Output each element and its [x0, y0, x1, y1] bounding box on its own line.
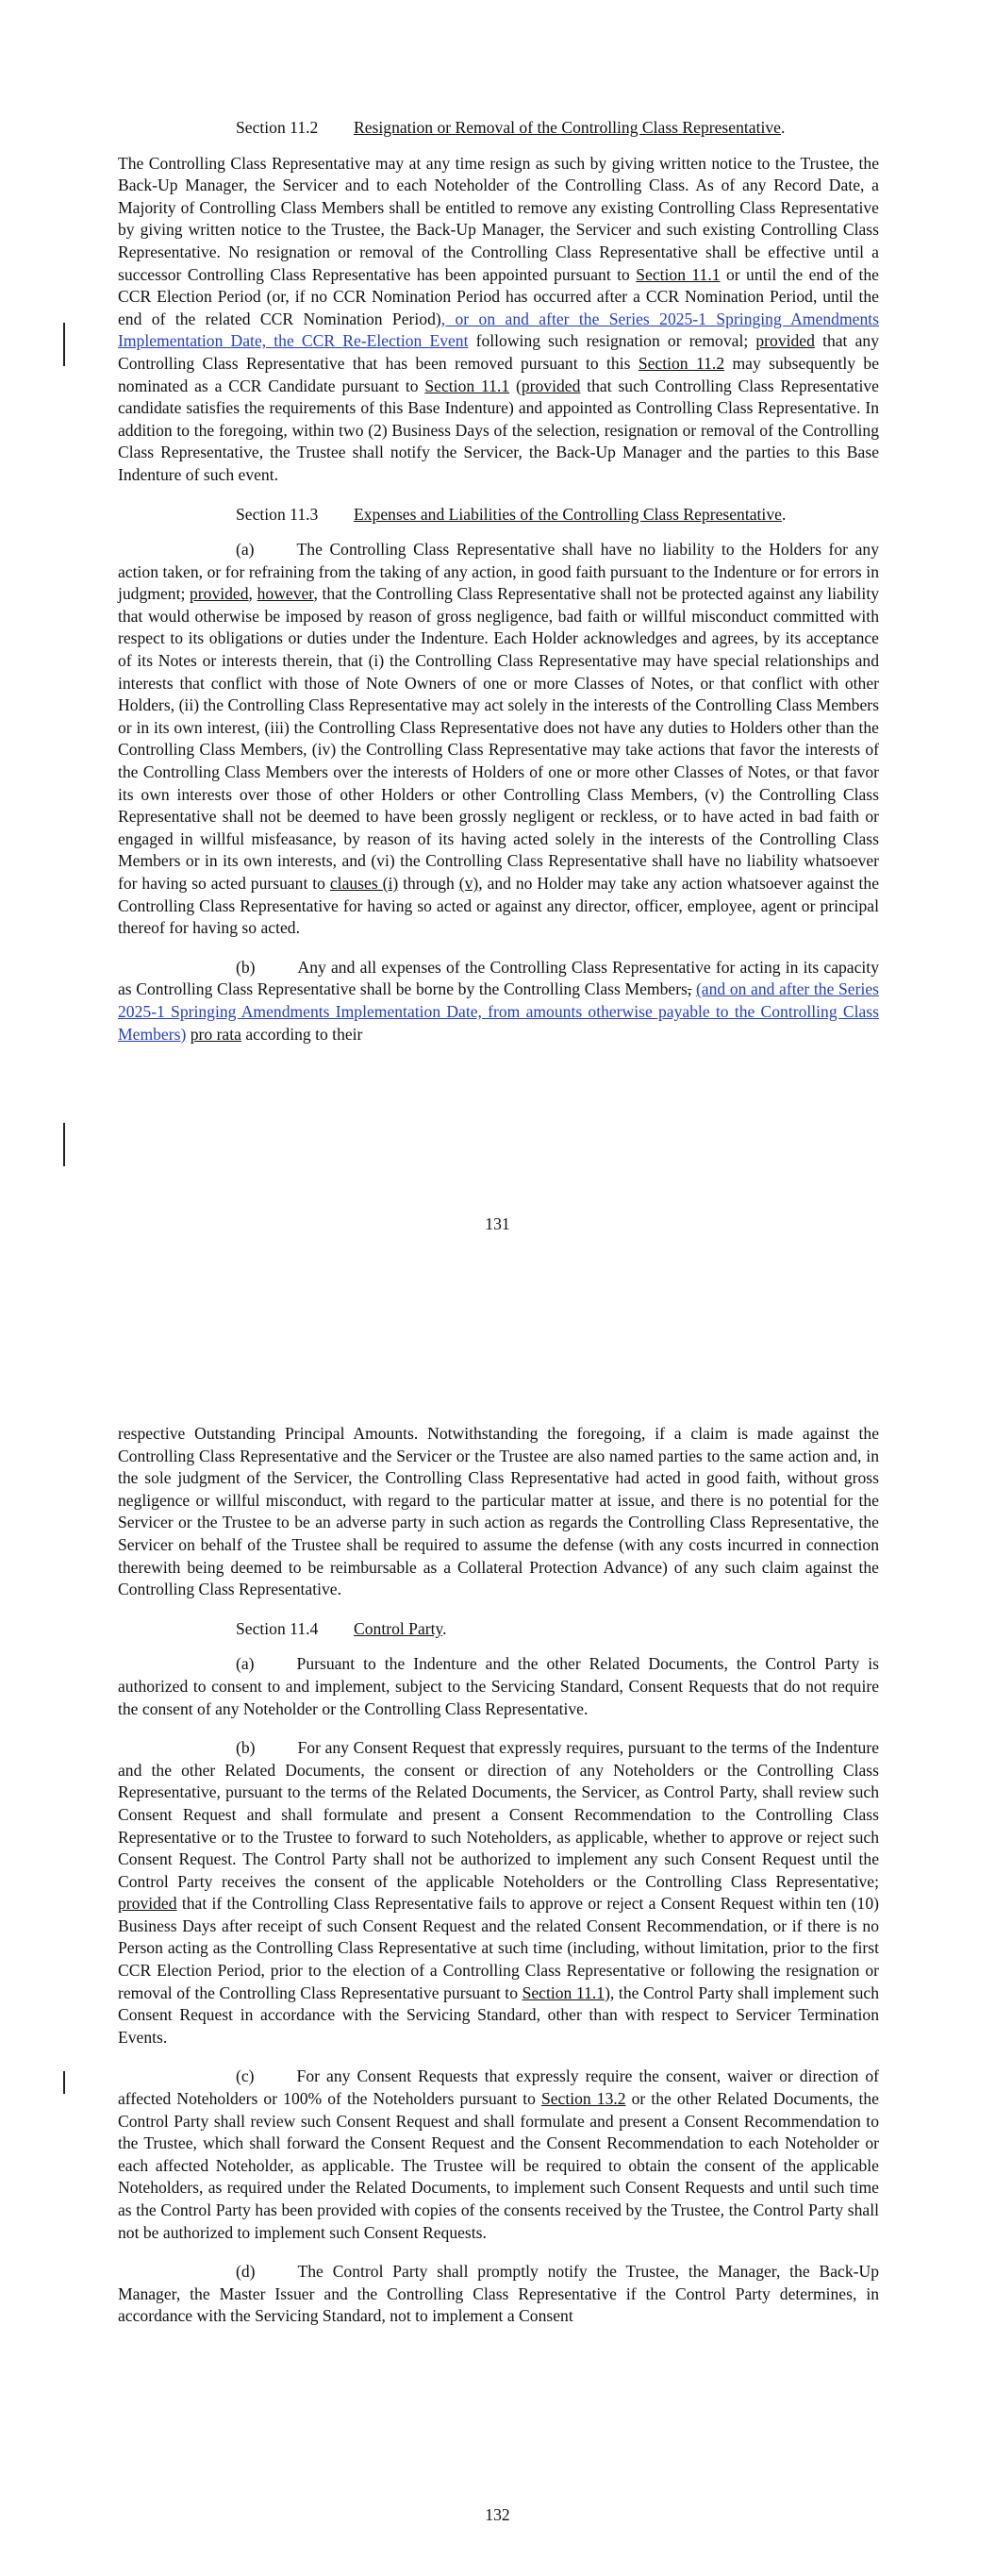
- inserted-text: (and on and after the Series 2025-1 Springing Amendments Implementation Date, from amounts otherwise payable to the Controlling Class Members): [118, 979, 880, 1044]
- page-body: [118, 117, 879, 1062]
- section-number: Section 11.3: [236, 504, 319, 524]
- section-11-4-a-paragraph: (a) Pursuant to the Indenture and the other Related Documents, the Control Party is authorized to consent to and implement, subject to the Servicing Standard, Consent Requests that do not require the consent of any Noteholder or the Controlling Class Representative.: [118, 1654, 879, 1718]
- section-number: Section 11.4: [236, 1618, 319, 1638]
- section-11-3-heading: Section 11.3 Expenses and Liabilities of the Controlling Class Representative.: [118, 504, 879, 527]
- cross-reference[interactable]: Section 11.1: [522, 1982, 605, 2002]
- section-11-2-paragraph: The Controlling Class Representative may at any time resign as such by giving written notice to the Trustee, the Back-Up Manager, the Servicer and to each Noteholder of the Controlling Class. As of any Record Date, a Majority of Controlling Class Members shall be entitled to remove any existing Controlling Class Representative by giving written notice to the Trustee, the Back-Up Manager, the Servicer and such existing Controlling Class Representative. No resignation or removal of the Controlling Class Representative shall be effective until a successor Controlling Class Representative has been appointed pursuant to Section 11.1 or until the end of the CCR Election Period (or, if no CCR Nomination Period has occurred after a CCR Nomination Period, until the end of the related CCR Nomination Period), or on and after the Series 2025-1 Springing Amendments Implementation Date, the CCR Re-Election Event following such resignation or removal; provided that any Controlling Class Representative that has been removed pursuant to this Section 11.2 may subsequently be nominated as a CCR Candidate pursuant to Section 11.1 (provided that such Controlling Class Representative candidate satisfies the requirements of this Base Indenture) and appointed as Controlling Class Representative. In addition to the foregoing, within two (2) Business Days of the selection, resignation or removal of the Controlling Class Representative, the Trustee shall notify the Servicer, the Back-Up Manager and the parties to this Base Indenture of such event.: [118, 153, 880, 484]
- section-11-4-heading: Section 11.4 Control Party.: [118, 1618, 879, 1641]
- continued-paragraph: respective Outstanding Principal Amounts. Notwithstanding the foregoing, if a claim is made against the Controlling Class Representative and the Servicer or the Trustee are also named parties to the same action and, in the sole judgment of the Servicer, the Controlling Class Representative had acted in good faith, without gross negligence or willful misconduct, with regard to the particular matter at issue, and there is no potential for the Servicer or the Trustee to be an adverse party in such action as regards the Controlling Class Representative, the Servicer on behalf of the Trustee shall be required to assume the defense (with any costs incurred in connection therewith being deemed to be reimbursable as a Collateral Protection Advance) of any such claim against the Controlling Class Representative.: [118, 1424, 879, 1599]
- section-11-3-b-paragraph: (b) Any and all expenses of the Controlling Class Representative for acting in its capacity as Controlling Class Representative shall be borne by the Controlling Class Members, (and on and after the Series 2025-1 Springing Amendments Implementation Date, from amounts otherwise payable to the Controlling Class Members) pro rata according to their: [118, 957, 880, 1044]
- inserted-text: , or on and after the Series 2025-1 Springing Amendments Implementation Date, the CCR Re-Election Event: [118, 309, 879, 351]
- change-bar: [63, 323, 65, 366]
- change-bar: [63, 1123, 65, 1166]
- cross-reference[interactable]: clauses (i): [329, 874, 399, 893]
- cross-reference[interactable]: Section 11.2: [638, 353, 725, 373]
- page-number: 131: [485, 1214, 510, 1233]
- page-body: [118, 1423, 879, 2345]
- document-page-132: [0, 1288, 995, 2576]
- section-title: Resignation or Removal of the Controlling Class Representative: [354, 118, 781, 137]
- page-number: 132: [485, 2505, 510, 2524]
- change-bar: [63, 2071, 65, 2094]
- section-11-3-a-paragraph: (a) The Controlling Class Representative shall have no liability to the Holders for any action taken, or for refraining from the taking of any action, in good faith pursuant to the Indenture or for errors in judgment; provided, however, that the Controlling Class Representative shall not be protected against any liability that would otherwise be imposed by reason of gross negligence, bad faith or willful misconduct committed with respect to its obligations or duties under the Indenture. Each Holder acknowledges and agrees, by its acceptance of its Notes or interests therein, that (i) the Controlling Class Representative may have special relationships and interests that conflict with those of Note Owners of one or more Classes of Notes, or that conflict with other Holders, (ii) the Controlling Class Representative may act solely in the interests of the Controlling Class Members or in its own interest, (iii) the Controlling Class Representative does not have any duties to Holders other than the Controlling Class Members, (iv) the Controlling Class Representative may take actions that favor the interests of the Controlling Class Members over the interests of Holders of one or more other Classes of Notes, or that favor its own interests over those of other Holders or other Controlling Class Members, (v) the Controlling Class Representative shall not be deemed to have been grossly negligent or reckless, or to have acted in bad faith or engaged in willful misfeasance, by reason of its having acted solely in the interests of the Controlling Class Members or in its own interests, and (vi) the Controlling Class Representative shall have no liability whatsoever for having so acted pursuant to clauses (i) through (v), and no Holder may take any action whatsoever against the Controlling Class Representative for having so acted or against any director, officer, employee, agent or principal thereof for having so acted.: [118, 540, 880, 938]
- section-11-4-c-paragraph: (c) For any Consent Requests that expressly require the consent, waiver or direction of affected Noteholders or 100% of the Noteholders pursuant to Section 13.2 or the other Related Documents, the Control Party shall review such Consent Request and shall formulate and present a Consent Recommendation to the Trustee, which shall forward the Consent Request and the Consent Recommendation to each Noteholder or each affected Noteholder, as applicable. The Trustee will be required to obtain the consent of the applicable Noteholders, as required under the Related Documents, to implement such Consent Requests and until such time as the Control Party has been provided with copies of the consents received by the Trustee, the Control Party shall not be authorized to implement such Consent Requests.: [118, 2066, 879, 2242]
- section-11-4-b-paragraph: (b) For any Consent Request that expressly requires, pursuant to the terms of the Indenture and the other Related Documents, the consent or direction of any Noteholders or the Controlling Class Representative, pursuant to the terms of the Related Documents, the Servicer, as Control Party, shall review such Consent Request and shall formulate and present a Consent Recommendation to the Controlling Class Representative or to the Trustee to forward to such Noteholders, as applicable, whether to approve or reject such Consent Request. The Control Party shall not be authorized to implement any such Consent Request until the Control Party receives the consent of the applicable Noteholders or the Controlling Class Representative; provided that if the Controlling Class Representative fails to approve or reject a Consent Request within ten (10) Business Days after receipt of such Consent Request and the related Consent Recommendation, or if there is no Person acting as the Controlling Class Representative at such time (including, without limitation, prior to the first CCR Election Period, prior to the election of a Controlling Class Representative or following the resignation or removal of the Controlling Class Representative pursuant to Section 11.1), the Control Party shall implement such Consent Request in accordance with the Servicing Standard, other than with respect to Servicer Termination Events.: [118, 1738, 879, 2047]
- section-title: Expenses and Liabilities of the Controlling Class Representative: [354, 504, 782, 524]
- cross-reference[interactable]: Section 11.1: [636, 264, 721, 284]
- cross-reference[interactable]: Section 13.2: [540, 2089, 626, 2109]
- section-title: Control Party: [354, 1618, 443, 1638]
- deleted-text: ,: [687, 979, 692, 999]
- section-number: Section 11.2: [236, 118, 319, 137]
- cross-reference[interactable]: Section 11.1: [424, 376, 510, 395]
- cross-reference[interactable]: (v): [458, 874, 479, 893]
- section-11-4-d-paragraph: (d) The Control Party shall promptly notify the Trustee, the Manager, the Back-Up Manager, the Master Issuer and the Controlling Class Representative if the Control Party determines, in accordance with the Servicing Standard, not to implement a Consent: [118, 2262, 879, 2326]
- section-11-2-heading: Section 11.2 Resignation or Removal of the Controlling Class Representative.: [118, 117, 879, 140]
